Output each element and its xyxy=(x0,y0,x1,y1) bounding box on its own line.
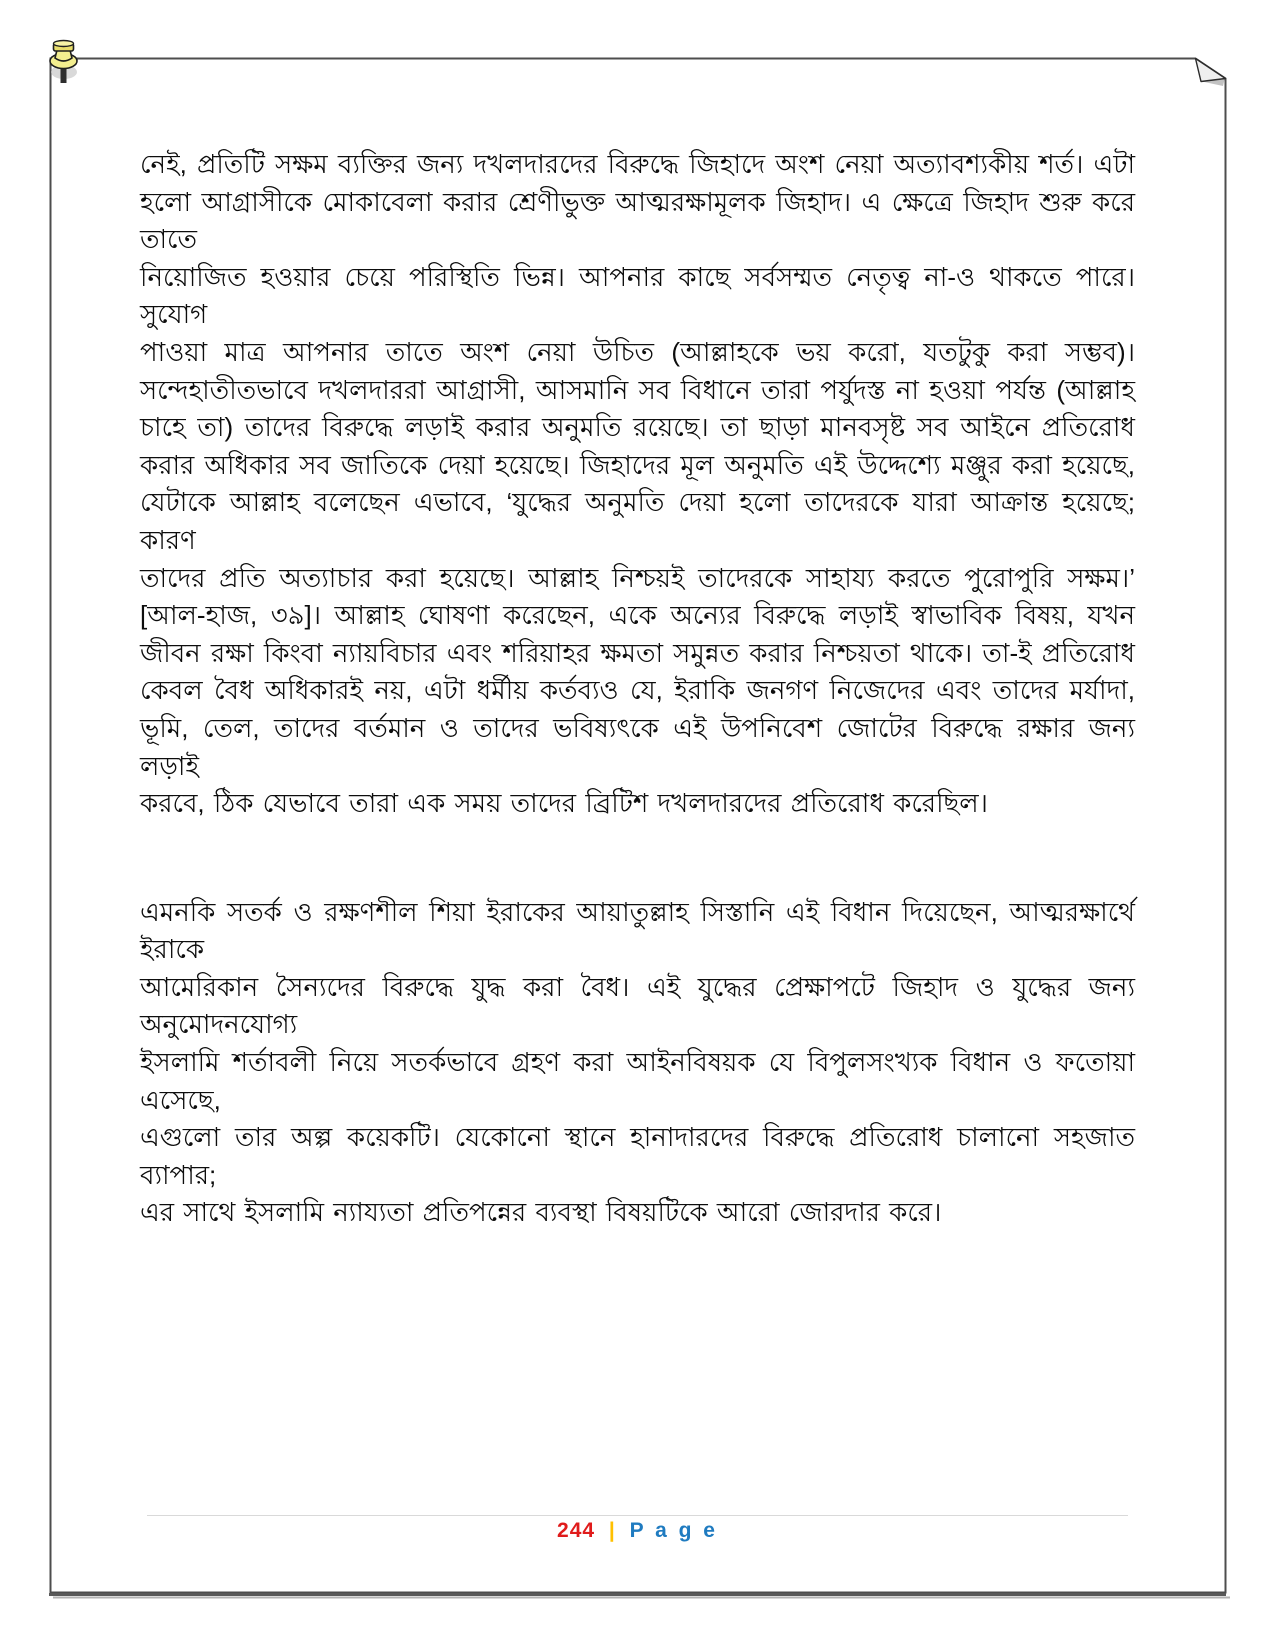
text-line: নিয়োজিত হওয়ার চেয়ে পরিস্থিতি ভিন্ন। আপনার কাছে সর্বসম্মত নেতৃত্ব না-ও থাকতে পারে। সুযোগ xyxy=(140,261,1135,330)
text-line: [আল-হাজ, ৩৯]। আল্লাহ ঘোষণা করেছেন, একে অন্যের বিরুদ্ধে লড়াই স্বাভাবিক বিষয়, যখন xyxy=(140,600,1135,631)
text-line: কেবল বৈধ অধিকারই নয়, এটা ধর্মীয় কর্তব্যও যে, ইরাকি জনগণ নিজেদের এবং তাদের মর্যাদা, xyxy=(140,675,1135,706)
text-line: পাওয়া মাত্র আপনার তাতে অংশ নেয়া উচিত (আল্লাহকে ভয় করো, যতটুকু করা সম্ভব)। xyxy=(140,336,1135,367)
footer-divider xyxy=(147,1515,1128,1516)
text-line: জীবন রক্ষা কিংবা ন্যায়বিচার এবং শরিয়াহর ক্ষমতা সমুন্নত করার নিশ্চয়তা থাকে। তা-ই প্রতিরোধ xyxy=(140,637,1135,668)
footer-page-word: P a g e xyxy=(629,1519,718,1542)
text-line: চাহে তা) তাদের বিরুদ্ধে লড়াই করার অনুমতি রয়েছে। তা ছাড়া মানবসৃষ্ট সব আইনে প্রতিরোধ xyxy=(140,412,1135,443)
paragraph xyxy=(140,894,1135,1232)
document-body xyxy=(140,146,1135,1232)
folded-corner-icon xyxy=(1196,59,1226,87)
text-line: করবে, ঠিক যেভাবে তারা এক সময় তাদের ব্রিটিশ দখলদারদের প্রতিরোধ করেছিল। xyxy=(140,788,988,819)
text-line: এগুলো তার অল্প কয়েকটি। যেকোনো স্থানে হানাদারদের বিরুদ্ধে প্রতিরোধ চালানো সহজাত ব্যাপার; xyxy=(140,1122,1135,1190)
text-line: এর সাথে ইসলামি ন্যায্যতা প্রতিপন্নের ব্যবস্থা বিষয়টিকে আরো জোরদার করে। xyxy=(140,1197,942,1228)
text-line: নেই, প্রতিটি সক্ষম ব্যক্তির জন্য দখলদারদের বিরুদ্ধে জিহাদে অংশ নেয়া অত্যাবশ্যকীয় শর্ত। এটা xyxy=(140,149,1135,179)
page-footer xyxy=(0,1519,1275,1543)
text-line: আমেরিকান সৈন্যদের বিরুদ্ধে যুদ্ধ করা বৈধ। এই যুদ্ধের প্রেক্ষাপটে জিহাদ ও যুদ্ধের জন্য অনুমোদনযোগ্য xyxy=(140,971,1135,1040)
text-line: ভূমি, তেল, তাদের বর্তমান ও তাদের ভবিষ্যৎকে এই উপনিবেশ জোটের বিরুদ্ধে রক্ষার জন্য লড়াই xyxy=(140,712,1135,781)
page-number: 244 xyxy=(557,1519,596,1542)
text-line: সন্দেহাতীতভাবে দখলদাররা আগ্রাসী, আসমানি সব বিধানে তারা পর্যুদস্ত না হওয়া পর্যন্ত (আল্লাহ xyxy=(140,374,1135,405)
paragraph xyxy=(140,146,1135,823)
pushpin-icon xyxy=(50,41,77,84)
text-line: এমনকি সতর্ক ও রক্ষণশীল শিয়া ইরাকের আয়াতুল্লাহ সিস্তানি এই বিধান দিয়েছেন, আত্মরক্ষার্থে ইরাকে xyxy=(140,896,1135,965)
footer-separator: | xyxy=(608,1519,616,1542)
text-line: ইসলামি শর্তাবলী নিয়ে সতর্কভাবে গ্রহণ করা আইনবিষয়ক যে বিপুলসংখ্যক বিধান ও ফতোয়া এসেছে, xyxy=(140,1047,1135,1115)
text-line: করার অধিকার সব জাতিকে দেয়া হয়েছে। জিহাদের মূল অনুমতি এই উদ্দেশ্যে মঞ্জুর করা হয়েছে, xyxy=(140,449,1135,480)
text-line: তাদের প্রতি অত্যাচার করা হয়েছে। আল্লাহ নিশ্চয়ই তাদেরকে সাহায্য করতে পুুরোপুরি সক্ষম।’ xyxy=(140,562,1135,593)
text-line: হলো আগ্রাসীকে মোকাবেলা করার শ্রেণীভুক্ত আত্মরক্ষামূলক জিহাদ। এ ক্ষেত্রে জিহাদ শুরু করে তাতে xyxy=(140,186,1135,255)
text-line: যেটাকে আল্লাহ বলেছেন এভাবে, ‘যুদ্ধের অনুমতি দেয়া হলো তাদেরকে যারা আক্রান্ত হয়েছে; কারণ xyxy=(140,487,1135,555)
